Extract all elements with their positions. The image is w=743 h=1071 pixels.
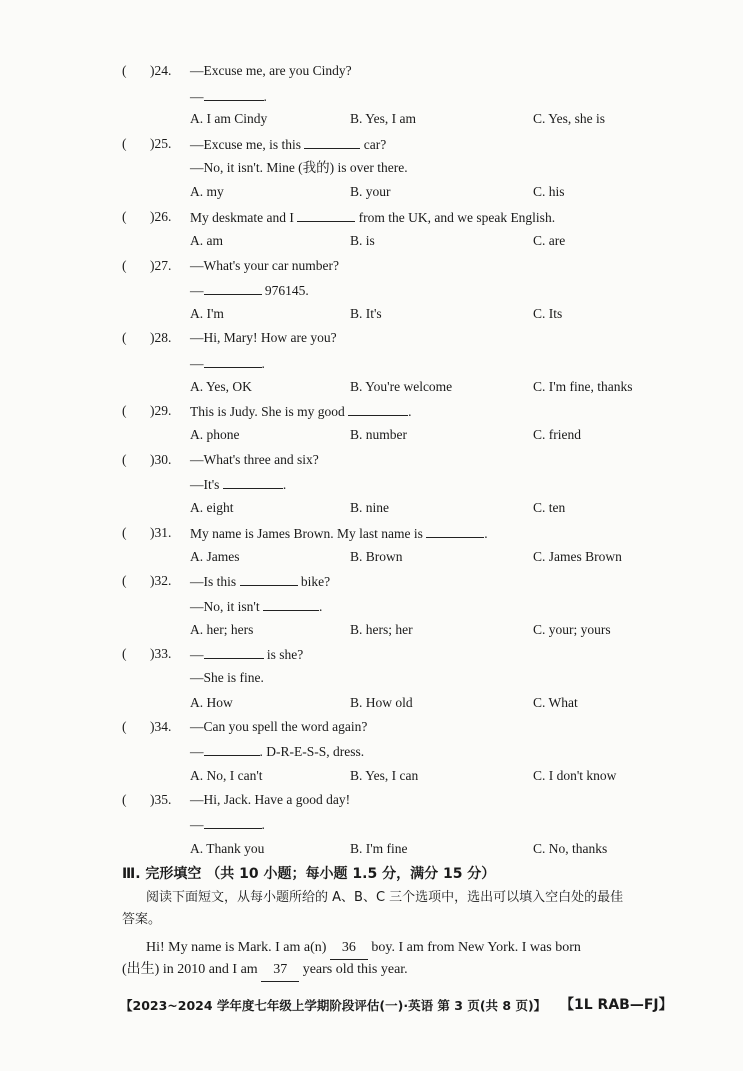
question-stem: —Excuse me, are you Cindy?: [190, 63, 352, 78]
answer-blank[interactable]: [348, 402, 408, 416]
option-a: A. Thank you: [190, 841, 265, 856]
option-c: C. I don't know: [533, 768, 617, 783]
answer-paren[interactable]: (: [122, 330, 127, 345]
section-instruction-cont: 答案。: [122, 912, 162, 927]
question-number: )24.: [150, 63, 172, 78]
option-c: C. his: [533, 184, 565, 199]
option-b: B. your: [350, 184, 391, 199]
question-sub: — .: [190, 89, 267, 104]
answer-paren[interactable]: (: [122, 403, 127, 418]
option-a: A. Yes, OK: [190, 379, 252, 394]
option-b: B. number: [350, 427, 407, 442]
question-number: )27.: [150, 258, 172, 273]
answer-paren[interactable]: (: [122, 209, 127, 224]
section-instruction: 阅读下面短文，从每小题所给的 A、B、C 三个选项中，选出可以填入空白处的最佳: [146, 890, 624, 905]
option-c: C. I'm fine, thanks: [533, 379, 633, 394]
answer-blank[interactable]: [297, 208, 355, 222]
answer-blank[interactable]: [223, 475, 283, 489]
option-c: C. Yes, she is: [533, 111, 606, 126]
question-number: )25.: [150, 136, 172, 151]
option-b: B. It's: [350, 306, 382, 321]
option-a: A. eight: [190, 500, 234, 515]
option-b: B. Yes, I can: [350, 768, 419, 783]
question-sub: — .: [190, 817, 265, 832]
option-a: A. How: [190, 695, 233, 710]
option-c: C. are: [533, 233, 566, 248]
answer-blank[interactable]: [263, 597, 319, 611]
question-sub: —No, it isn't .: [190, 599, 323, 614]
question-sub: — 976145.: [190, 283, 309, 298]
question-sub: — . D-R-E-S-S, dress.: [190, 744, 365, 759]
answer-paren[interactable]: (: [122, 792, 127, 807]
answer-paren[interactable]: (: [122, 258, 127, 273]
option-c: C. Its: [533, 306, 563, 321]
option-a: A. I am Cindy: [190, 111, 268, 126]
option-c: C. What: [533, 695, 578, 710]
question-number: )26.: [150, 209, 172, 224]
question-stem: This is Judy. She is my good .: [190, 404, 412, 419]
question-number: )35.: [150, 792, 172, 807]
question-sub: —No, it isn't. Mine (我的) is over there.: [190, 160, 408, 175]
option-a: A. No, I can't: [190, 768, 263, 783]
option-b: B. You're welcome: [350, 379, 453, 394]
question-number: )32.: [150, 573, 172, 588]
answer-blank[interactable]: [240, 572, 298, 586]
option-a: A. am: [190, 233, 223, 248]
answer-blank[interactable]: [204, 354, 262, 368]
section-title: Ⅲ. 完形填空 （共 10 小题；每小题 1.5 分，满分 15 分）: [122, 866, 496, 882]
question-stem: —What's three and six?: [190, 452, 319, 467]
question-number: )29.: [150, 403, 172, 418]
answer-blank[interactable]: [204, 281, 262, 295]
option-b: B. I'm fine: [350, 841, 408, 856]
answer-paren[interactable]: (: [122, 452, 127, 467]
option-a: A. phone: [190, 427, 240, 442]
question-stem: —Is this bike?: [190, 574, 331, 589]
question-sub: — .: [190, 356, 265, 371]
answer-paren[interactable]: (: [122, 136, 127, 151]
option-c: C. your; yours: [533, 622, 611, 637]
option-b: B. Yes, I am: [350, 111, 417, 126]
answer-paren[interactable]: (: [122, 63, 127, 78]
option-a: A. her; hers: [190, 622, 254, 637]
option-a: A. my: [190, 184, 224, 199]
page-footer: 【2023~2024 学年度七年级上学期阶段评估(一)·英语 第 3 页(共 8 页)】: [120, 998, 547, 1013]
option-c: C. James Brown: [533, 549, 622, 564]
question-stem: My deskmate and I from the UK, and we speak English.: [190, 210, 556, 225]
question-stem: — is she?: [190, 647, 304, 662]
question-stem: —Hi, Jack. Have a good day!: [190, 792, 351, 807]
question-number: )30.: [150, 452, 172, 467]
question-stem: —Can you spell the word again?: [190, 719, 368, 734]
answer-blank[interactable]: [204, 815, 262, 829]
option-b: B. is: [350, 233, 375, 248]
answer-blank[interactable]: [204, 87, 264, 101]
answer-blank[interactable]: [426, 524, 484, 538]
option-b: B. hers; her: [350, 622, 413, 637]
question-sub: —It's .: [190, 477, 287, 492]
blank-37[interactable]: 37: [261, 959, 299, 982]
question-stem: —Excuse me, is this car?: [190, 137, 387, 152]
answer-blank[interactable]: [204, 645, 264, 659]
option-b: B. nine: [350, 500, 389, 515]
answer-blank[interactable]: [204, 742, 260, 756]
option-a: A. James: [190, 549, 240, 564]
answer-paren[interactable]: (: [122, 573, 127, 588]
question-stem: —What's your car number?: [190, 258, 340, 273]
answer-paren[interactable]: (: [122, 719, 127, 734]
paper-code: 【1L RAB—FJ】: [560, 997, 673, 1013]
question-stem: My name is James Brown. My last name is .: [190, 526, 488, 541]
option-b: B. How old: [350, 695, 413, 710]
question-sub: —She is fine.: [190, 670, 264, 685]
option-a: A. I'm: [190, 306, 224, 321]
question-number: )28.: [150, 330, 172, 345]
passage-line: (出生) in 2010 and I am 37 years old this year.: [122, 959, 408, 982]
option-b: B. Brown: [350, 549, 403, 564]
answer-paren[interactable]: (: [122, 646, 127, 661]
option-c: C. No, thanks: [533, 841, 608, 856]
question-number: )34.: [150, 719, 172, 734]
passage-line: Hi! My name is Mark. I am a(n) 36 boy. I am from New York. I was born: [146, 937, 581, 960]
question-stem: —Hi, Mary! How are you?: [190, 330, 337, 345]
blank-36[interactable]: 36: [330, 937, 368, 960]
question-number: )31.: [150, 525, 172, 540]
answer-paren[interactable]: (: [122, 525, 127, 540]
question-number: )33.: [150, 646, 172, 661]
option-c: C. friend: [533, 427, 581, 442]
answer-blank[interactable]: [304, 135, 360, 149]
option-c: C. ten: [533, 500, 566, 515]
